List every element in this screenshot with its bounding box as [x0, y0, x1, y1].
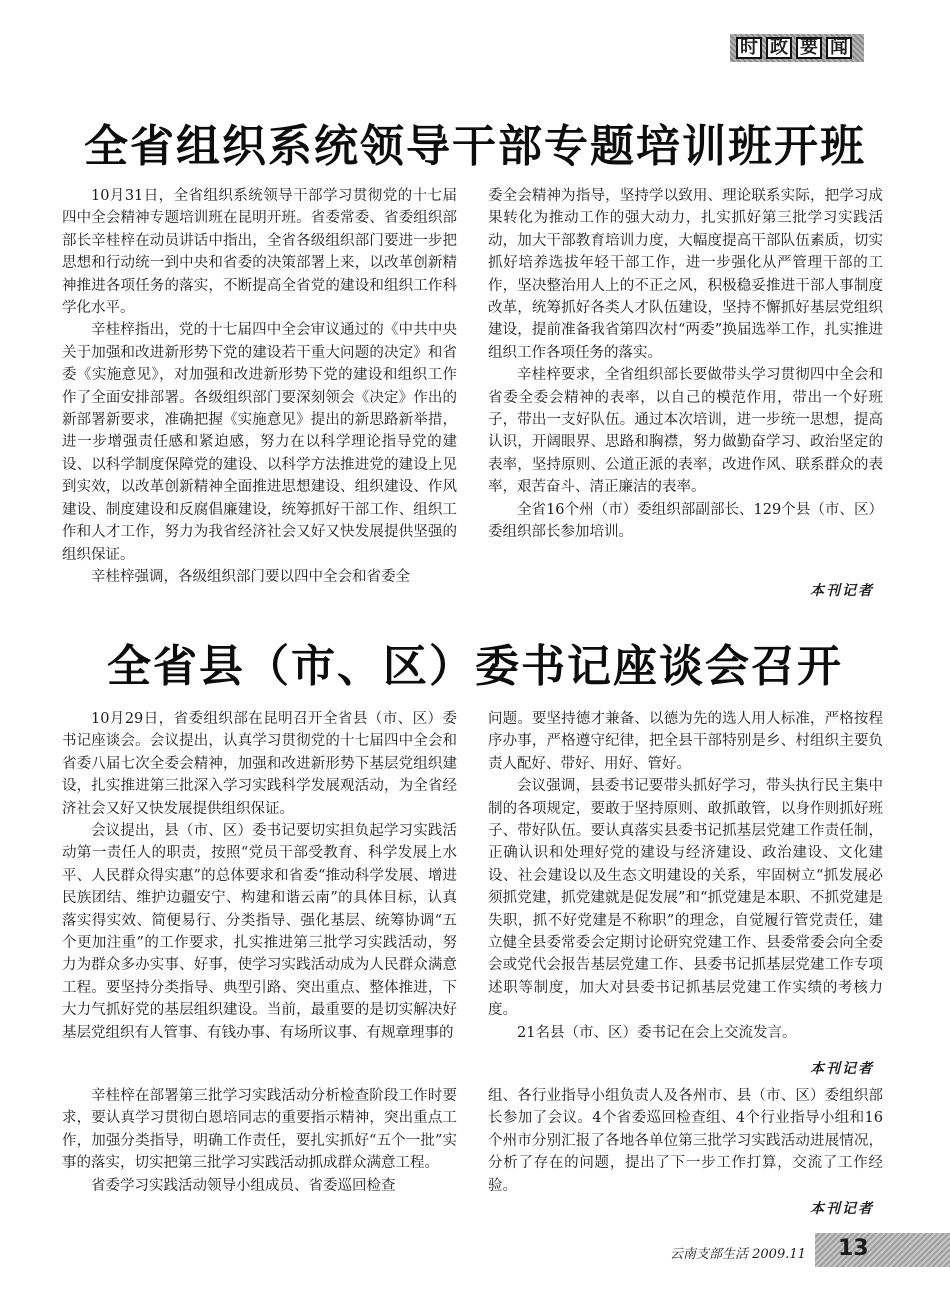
- article1-right-column: [488, 185, 883, 544]
- article2-paragraph: 21名县（市、区）委书记在会上交流发言。: [517, 1024, 797, 1041]
- article3-paragraph: 辛桂梓在部署第三批学习实践活动分析检查阶段工作时要求，要认真学习贯彻白恩培同志的重要指示精神，突出重点工作，加强分类指导，明确工作责任，要扎实抓好“五个一批”实事的落实，切实把第三批学习实践活动抓成群众满意工程。: [62, 1088, 457, 1172]
- article1-paragraph: 委全会精神为指导，坚持学以致用、理论联系实际，把学习成果转化为推动工作的强大动力，扎实抓好第三批学习实践活动，加大干部教育培训力度，大幅度提高干部队伍素质，切实抓好培养选拔年轻干部工作，进一步强化从严管理干部的工作，坚决整治用人上的不正之风，积极稳妥推进干部人事制度改革，统筹抓好各类人才队伍建设，坚持不懈抓好基层党组织建设，提前准备我省第四次村“两委”换届选举工作，扎实推进组织工作各项任务的落实。: [488, 188, 883, 361]
- article1-paragraph: 辛桂梓要求，全省组织部长要做带头学习贯彻四中全会和省委全委会精神的表率，以自己的模范作用，带出一个好班子，带出一支好队伍。通过本次培训，进一步统一思想，提高认识，开阔眼界、思路和胸襟，努力做勤奋学习、政治坚定的表率，坚持原则、公道正派的表率，改进作风、联系群众的表率，艰苦奋斗、清正廉洁的表率。: [488, 367, 883, 496]
- article1-byline: 本刊记者: [810, 583, 874, 599]
- article1-paragraph: 全省16个州（市）委组织部副部长、129个县（市、区）委组织部长参加培训。: [488, 501, 883, 541]
- article3-paragraph: 省委学习实践活动领导小组成员、省委巡回检查: [91, 1177, 396, 1194]
- page-number: 13: [838, 1236, 869, 1261]
- article1-paragraph: 辛桂梓指出，党的十七届四中全会审议通过的《中共中央关于加强和改进新形势下党的建设若干重大问题的决定》和省委《实施意见》，对加强和改进新形势下党的建设和组织工作作了全面安排部署。各级组织部门要深刻领会《决定》作出的新部署新要求，准确把握《实施意见》提出的新思路新举措，进一步增强责任感和紧迫感，努力在以科学理论指导党的建设、以科学制度保障党的建设、以科学方法推进党的建设上见到实效，以改革创新精神全面推进思想建设、组织建设、作风建设、制度建设和反腐倡廉建设，统筹抓好干部工作、组织工作和人才工作，努力为我省经济社会又好又快发展提供坚强的组织保证。: [62, 322, 457, 563]
- article3-paragraph: 组、各行业指导小组负责人及各州市、县（市、区）委组织部长参加了会议。4个省委巡回检查组、4个行业指导小组和16个州市分别汇报了各地各单位第三批学习实践活动进展情况，分析了存在的问题，提出了下一步工作打算，交流了工作经验。: [488, 1088, 883, 1194]
- article2-title: 全省县（市、区）委书记座谈会召开: [107, 641, 843, 692]
- article2-paragraph: 会议强调，县委书记要带头抓好学习，带头执行民主集中制的各项规定，要敢于坚持原则、敢抓敢管，以身作则抓好班子、带好队伍。要认真落实县委书记抓基层党建工作责任制，正确认识和处理好党的建设与经济建设、政治建设、文化建设、社会建设以及生态文明建设的关系，牢固树立“抓发展必须抓党建，抓党建就是促发展”和“抓党建是本职、不抓党建是失职，抓不好党建是不称职”的理念，自觉履行管党责任，建立健全县委常委会定期讨论研究党建工作、县委常委会向全委会或党代会报告基层党建工作、县委书记抓基层党建工作专项述职等制度，加大对县委书记抓基层党建工作实绩的考核力度。: [488, 778, 883, 1019]
- article2-paragraph: 会议提出，县（市、区）委书记要切实担负起学习实践活动第一责任人的职责，按照“党员干部受教育、科学发展上水平、人民群众得实惠”的总体要求和省委“推动科学发展、增进民族团结、维护边疆安宁、构建和谐云南”的具体目标，认真落实得实效、简便易行、分类指导、强化基层、统筹协调“五个更加注重”的工作要求，扎实推进第三批学习实践活动，努力为群众多办实事、好事，使学习实践活动成为人民群众满意工程。要坚持分类指导、典型引路、突出重点、整体推进，下大力气抓好党的基层组织建设。当前，最重要的是切实解决好基层党组织有人管事、有钱办事、有场所议事、有规章理事的: [62, 823, 457, 1041]
- article1-paragraph: 10月31日，全省组织系统领导干部学习贯彻党的十七届四中全会精神专题培训班在昆明开班。省委常委、省委组织部部长辛桂梓在动员讲话中指出，全省各级组织部门要进一步把思想和行动统一到中央和省委的决策部署上来，以改革创新精神推进各项任务的落实，不断提高全省党的建设和组织工作科学化水平。: [62, 188, 457, 317]
- article2-paragraph: 问题。要坚持德才兼备、以德为先的选人用人标准，严格按程序办事，严格遵守纪律，把全县干部特别是乡、村组织主要负责人配好、带好、用好、管好。: [488, 711, 883, 772]
- article3-left-column: [62, 1085, 457, 1197]
- article3-right-column: [488, 1085, 883, 1197]
- section-tag-char: 闻: [826, 37, 852, 59]
- journal-name: 云南支部生活 2009.11: [670, 1247, 806, 1262]
- section-tag-char: 时: [736, 37, 762, 59]
- section-tag: [730, 34, 864, 62]
- section-tag-char: 政: [766, 37, 792, 59]
- article2-paragraph: 10月29日，省委组织部在昆明召开全省县（市、区）委书记座谈会。会议提出，认真学习贯彻党的十七届四中全会和省委八届七次全委会精神，加强和改进新形势下基层党组织建设，扎实推进第三批深入学习实践科学发展观活动，为全省经济社会又好又快发展提供组织保证。: [62, 711, 457, 817]
- page-number-background: [815, 1233, 950, 1267]
- article3-byline: 本刊记者: [810, 1201, 874, 1217]
- article2-byline: 本刊记者: [810, 1061, 874, 1077]
- article1-paragraph: 辛桂梓强调，各级组织部门要以四中全会和省委全: [91, 568, 410, 585]
- article1-left-column: [62, 185, 457, 588]
- article2-right-column: [488, 708, 883, 1044]
- article1-title: 全省组织系统领导干部专题培训班开班: [84, 121, 866, 172]
- article2-left-column: [62, 708, 457, 1044]
- section-tag-char: 要: [796, 37, 822, 59]
